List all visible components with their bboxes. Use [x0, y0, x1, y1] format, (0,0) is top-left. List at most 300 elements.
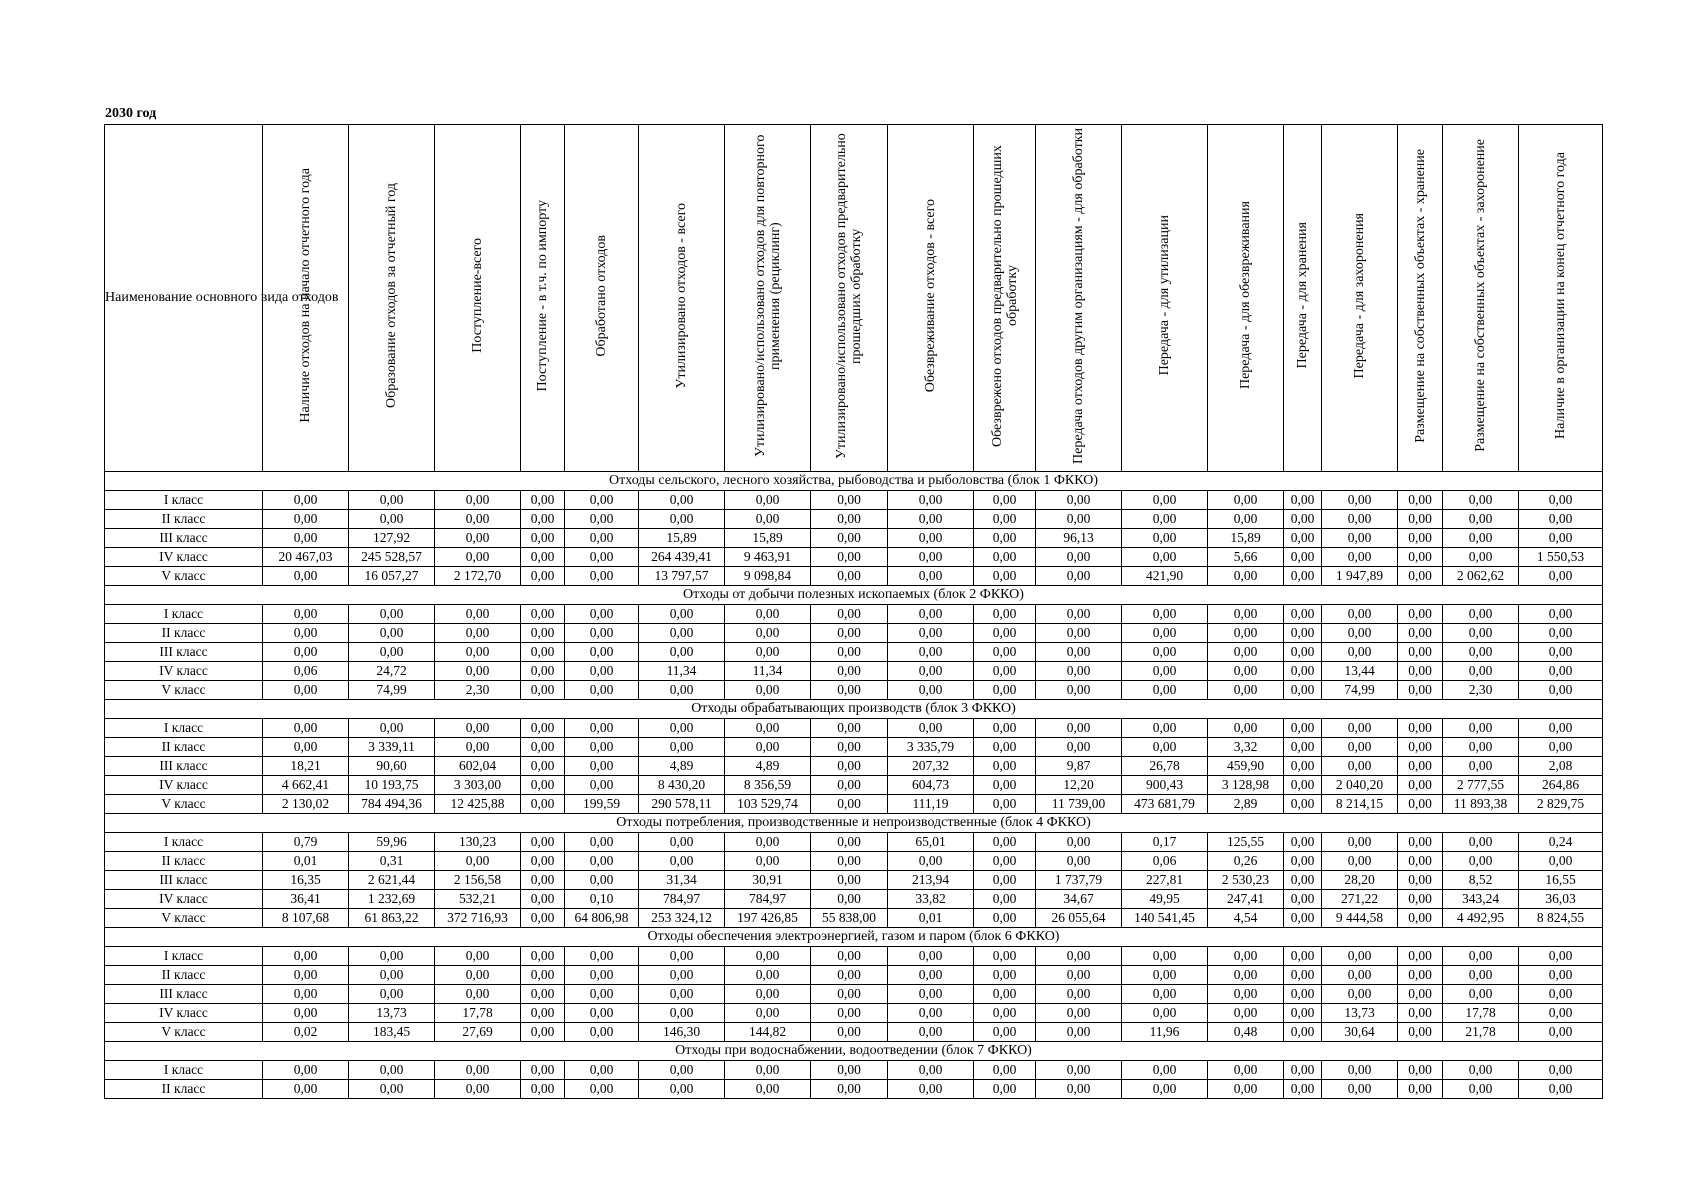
- header-label: Поступление-всего: [470, 238, 485, 353]
- value-cell: 0,00: [1284, 909, 1322, 928]
- value-cell: 0,00: [435, 1080, 521, 1099]
- section-row: [105, 586, 1603, 605]
- value-cell: 0,00: [263, 529, 349, 548]
- value-cell: 0,00: [1284, 795, 1322, 814]
- value-cell: 0,00: [1284, 738, 1322, 757]
- value-cell: 0,00: [521, 909, 565, 928]
- value-cell: 8 356,59: [725, 776, 811, 795]
- value-cell: 0,00: [811, 776, 888, 795]
- value-cell: 0,00: [263, 681, 349, 700]
- value-cell: 55 838,00: [811, 909, 888, 928]
- value-cell: 0,00: [565, 681, 639, 700]
- header-label: Поступление - в т.ч. по импорту: [535, 199, 550, 392]
- value-cell: 0,00: [1036, 852, 1122, 871]
- value-cell: 26 055,64: [1036, 909, 1122, 928]
- value-cell: 0,00: [1398, 624, 1443, 643]
- table-row: [105, 491, 1603, 510]
- value-cell: 0,00: [1443, 1080, 1519, 1099]
- header-label: Утилизировано/использовано отходов предварительно прошедших обработку: [834, 132, 864, 459]
- value-cell: 0,00: [521, 643, 565, 662]
- value-cell: 0,00: [725, 681, 811, 700]
- value-cell: 0,00: [725, 624, 811, 643]
- class-name-cell: III класс: [105, 643, 263, 662]
- class-name-cell: II класс: [105, 966, 263, 985]
- value-cell: 0,00: [888, 985, 974, 1004]
- section-title: Отходы обеспечения электроэнергией, газом и паром (блок 6 ФККО): [105, 928, 1603, 947]
- value-cell: 0,00: [639, 491, 725, 510]
- value-cell: 0,00: [565, 738, 639, 757]
- value-cell: 0,00: [521, 681, 565, 700]
- value-cell: 0,00: [263, 643, 349, 662]
- value-cell: 0,00: [811, 491, 888, 510]
- value-cell: 0,00: [1122, 605, 1208, 624]
- section-row: [105, 472, 1603, 491]
- value-cell: 0,00: [725, 719, 811, 738]
- value-cell: 130,23: [435, 833, 521, 852]
- value-cell: 0,00: [1036, 605, 1122, 624]
- class-name-cell: II класс: [105, 1080, 263, 1099]
- header-column: [1122, 125, 1208, 472]
- value-cell: 0,48: [1208, 1023, 1284, 1042]
- value-cell: 0,00: [639, 985, 725, 1004]
- value-cell: 0,00: [888, 1023, 974, 1042]
- value-cell: 3,32: [1208, 738, 1284, 757]
- value-cell: 0,00: [1398, 491, 1443, 510]
- value-cell: 26,78: [1122, 757, 1208, 776]
- value-cell: 0,00: [263, 719, 349, 738]
- value-cell: 264 439,41: [639, 548, 725, 567]
- value-cell: 0,00: [1208, 1004, 1284, 1023]
- value-cell: 0,00: [974, 567, 1036, 586]
- value-cell: 0,00: [725, 605, 811, 624]
- value-cell: 0,00: [811, 605, 888, 624]
- class-name-cell: IV класс: [105, 776, 263, 795]
- section-row: [105, 814, 1603, 833]
- value-cell: 227,81: [1122, 871, 1208, 890]
- value-cell: 0,00: [1284, 890, 1322, 909]
- value-cell: 0,00: [565, 548, 639, 567]
- value-cell: 0,00: [725, 738, 811, 757]
- value-cell: 0,00: [811, 662, 888, 681]
- value-cell: 0,00: [1284, 871, 1322, 890]
- value-cell: 0,24: [1519, 833, 1603, 852]
- value-cell: 0,00: [639, 966, 725, 985]
- value-cell: 0,00: [1122, 966, 1208, 985]
- value-cell: 0,00: [1036, 985, 1122, 1004]
- value-cell: 0,00: [263, 605, 349, 624]
- value-cell: 0,00: [1398, 757, 1443, 776]
- value-cell: 0,00: [1036, 966, 1122, 985]
- value-cell: 0,00: [725, 1004, 811, 1023]
- value-cell: 0,00: [1284, 776, 1322, 795]
- value-cell: 1 232,69: [349, 890, 435, 909]
- value-cell: 0,00: [1443, 510, 1519, 529]
- value-cell: 0,00: [1519, 966, 1603, 985]
- value-cell: 0,00: [349, 624, 435, 643]
- value-cell: 0,00: [263, 1061, 349, 1080]
- value-cell: 0,00: [1443, 624, 1519, 643]
- section-title: Отходы потребления, производственные и непроизводственные (блок 4 ФККО): [105, 814, 1603, 833]
- table-row: [105, 567, 1603, 586]
- value-cell: 61 863,22: [349, 909, 435, 928]
- value-cell: 0,00: [811, 966, 888, 985]
- value-cell: 0,00: [565, 985, 639, 1004]
- value-cell: 0,00: [1208, 985, 1284, 1004]
- value-cell: 0,00: [725, 947, 811, 966]
- value-cell: 0,00: [974, 1004, 1036, 1023]
- value-cell: 0,00: [1284, 1080, 1322, 1099]
- value-cell: 247,41: [1208, 890, 1284, 909]
- value-cell: 0,00: [888, 643, 974, 662]
- value-cell: 0,10: [565, 890, 639, 909]
- value-cell: 0,00: [1398, 1080, 1443, 1099]
- value-cell: 0,00: [1398, 947, 1443, 966]
- value-cell: 0,00: [888, 529, 974, 548]
- value-cell: 0,00: [521, 491, 565, 510]
- value-cell: 0,00: [263, 1080, 349, 1099]
- table-row: [105, 909, 1603, 928]
- value-cell: 0,00: [1322, 985, 1398, 1004]
- value-cell: 0,00: [811, 567, 888, 586]
- value-cell: 784,97: [639, 890, 725, 909]
- value-cell: 0,00: [1208, 1080, 1284, 1099]
- value-cell: 18,21: [263, 757, 349, 776]
- value-cell: 3 335,79: [888, 738, 974, 757]
- value-cell: 0,00: [565, 567, 639, 586]
- header-column: [1208, 125, 1284, 472]
- value-cell: 213,94: [888, 871, 974, 890]
- value-cell: 8,52: [1443, 871, 1519, 890]
- value-cell: 0,00: [349, 510, 435, 529]
- value-cell: 0,00: [974, 871, 1036, 890]
- value-cell: 0,00: [725, 491, 811, 510]
- value-cell: 0,00: [1208, 624, 1284, 643]
- value-cell: 0,00: [565, 719, 639, 738]
- value-cell: 532,21: [435, 890, 521, 909]
- value-cell: 0,00: [974, 1061, 1036, 1080]
- header-column: [811, 125, 888, 472]
- value-cell: 0,00: [435, 624, 521, 643]
- value-cell: 0,00: [974, 966, 1036, 985]
- value-cell: 0,00: [349, 966, 435, 985]
- value-cell: 31,34: [639, 871, 725, 890]
- value-cell: 0,00: [1122, 985, 1208, 1004]
- value-cell: 0,00: [1322, 852, 1398, 871]
- section-row: [105, 928, 1603, 947]
- table-row: [105, 643, 1603, 662]
- value-cell: 0,00: [888, 1061, 974, 1080]
- value-cell: 8 107,68: [263, 909, 349, 928]
- value-cell: 0,00: [1322, 510, 1398, 529]
- value-cell: 9,87: [1036, 757, 1122, 776]
- class-name-cell: III класс: [105, 757, 263, 776]
- value-cell: 0,00: [639, 681, 725, 700]
- value-cell: 0,00: [1519, 567, 1603, 586]
- value-cell: 0,00: [1398, 795, 1443, 814]
- value-cell: 0,00: [974, 643, 1036, 662]
- value-cell: 0,00: [1322, 1061, 1398, 1080]
- value-cell: 0,26: [1208, 852, 1284, 871]
- value-cell: 421,90: [1122, 567, 1208, 586]
- value-cell: 15,89: [725, 529, 811, 548]
- value-cell: 13,44: [1322, 662, 1398, 681]
- header-label: Обработано отходов: [594, 234, 609, 357]
- value-cell: 0,00: [888, 567, 974, 586]
- value-cell: 111,19: [888, 795, 974, 814]
- value-cell: 2 530,23: [1208, 871, 1284, 890]
- value-cell: 0,02: [263, 1023, 349, 1042]
- value-cell: 0,00: [521, 510, 565, 529]
- value-cell: 0,00: [639, 643, 725, 662]
- value-cell: 17,78: [1443, 1004, 1519, 1023]
- value-cell: 0,00: [1519, 1004, 1603, 1023]
- value-cell: 0,00: [639, 738, 725, 757]
- table-row: [105, 681, 1603, 700]
- value-cell: 9 098,84: [725, 567, 811, 586]
- value-cell: 140 541,45: [1122, 909, 1208, 928]
- value-cell: 0,00: [974, 605, 1036, 624]
- value-cell: 2 829,75: [1519, 795, 1603, 814]
- value-cell: 2 621,44: [349, 871, 435, 890]
- value-cell: 64 806,98: [565, 909, 639, 928]
- value-cell: 0,00: [521, 529, 565, 548]
- value-cell: 103 529,74: [725, 795, 811, 814]
- value-cell: 0,00: [1443, 833, 1519, 852]
- value-cell: 0,00: [1519, 1061, 1603, 1080]
- value-cell: 0,00: [565, 947, 639, 966]
- value-cell: 0,00: [521, 1080, 565, 1099]
- value-cell: 0,00: [263, 491, 349, 510]
- value-cell: 0,00: [1284, 1004, 1322, 1023]
- value-cell: 0,00: [974, 757, 1036, 776]
- class-name-cell: I класс: [105, 605, 263, 624]
- value-cell: 0,00: [521, 719, 565, 738]
- value-cell: 0,00: [1322, 491, 1398, 510]
- value-cell: 0,00: [888, 852, 974, 871]
- table-row: [105, 947, 1603, 966]
- value-cell: 0,00: [565, 491, 639, 510]
- value-cell: 0,00: [888, 1080, 974, 1099]
- value-cell: 0,00: [974, 548, 1036, 567]
- value-cell: 0,00: [1122, 662, 1208, 681]
- value-cell: 0,00: [974, 624, 1036, 643]
- value-cell: 0,00: [811, 1080, 888, 1099]
- value-cell: 253 324,12: [639, 909, 725, 928]
- value-cell: 10 193,75: [349, 776, 435, 795]
- value-cell: 0,00: [811, 890, 888, 909]
- value-cell: 0,00: [1443, 985, 1519, 1004]
- value-cell: 0,00: [811, 871, 888, 890]
- value-cell: 0,00: [1519, 738, 1603, 757]
- table-row: [105, 624, 1603, 643]
- value-cell: 0,00: [1284, 548, 1322, 567]
- value-cell: 0,06: [1122, 852, 1208, 871]
- value-cell: 343,24: [1443, 890, 1519, 909]
- table-row: [105, 1023, 1603, 1042]
- value-cell: 4,89: [639, 757, 725, 776]
- header-column: [435, 125, 521, 472]
- value-cell: 0,00: [435, 719, 521, 738]
- value-cell: 4,54: [1208, 909, 1284, 928]
- value-cell: 21,78: [1443, 1023, 1519, 1042]
- waste-table: [104, 124, 1603, 1099]
- value-cell: 0,00: [521, 795, 565, 814]
- value-cell: 0,00: [725, 833, 811, 852]
- header-label: Утилизировано/использовано отходов для повторного применения (рециклинг): [752, 134, 783, 457]
- value-cell: 0,00: [435, 985, 521, 1004]
- value-cell: 2 156,58: [435, 871, 521, 890]
- value-cell: 0,00: [1036, 1004, 1122, 1023]
- value-cell: 0,00: [1398, 681, 1443, 700]
- value-cell: 0,00: [1519, 719, 1603, 738]
- value-cell: 0,00: [1208, 1061, 1284, 1080]
- value-cell: 0,00: [1208, 947, 1284, 966]
- value-cell: 0,00: [1208, 510, 1284, 529]
- value-cell: 0,00: [888, 1004, 974, 1023]
- value-cell: 2,30: [1443, 681, 1519, 700]
- value-cell: 12 425,88: [435, 795, 521, 814]
- value-cell: 30,64: [1322, 1023, 1398, 1042]
- value-cell: 0,00: [435, 529, 521, 548]
- header-label: Передача - для хранения: [1295, 222, 1310, 369]
- value-cell: 0,00: [1519, 605, 1603, 624]
- value-cell: 0,00: [888, 966, 974, 985]
- value-cell: 0,00: [435, 662, 521, 681]
- value-cell: 0,00: [725, 1080, 811, 1099]
- header-column: [349, 125, 435, 472]
- class-name-cell: III класс: [105, 529, 263, 548]
- value-cell: 0,00: [1208, 605, 1284, 624]
- header-column: [888, 125, 974, 472]
- value-cell: 125,55: [1208, 833, 1284, 852]
- value-cell: 0,00: [349, 491, 435, 510]
- value-cell: 0,00: [1284, 757, 1322, 776]
- value-cell: 0,00: [565, 1061, 639, 1080]
- class-name-cell: V класс: [105, 795, 263, 814]
- header-label: Размещение на собственных объектах - захоронение: [1473, 139, 1488, 452]
- header-column: [1284, 125, 1322, 472]
- value-cell: 13,73: [1322, 1004, 1398, 1023]
- value-cell: 9 463,91: [725, 548, 811, 567]
- value-cell: 0,00: [1398, 548, 1443, 567]
- value-cell: 0,00: [639, 605, 725, 624]
- value-cell: 0,00: [811, 852, 888, 871]
- value-cell: 0,00: [1398, 1023, 1443, 1042]
- value-cell: 0,00: [1122, 1061, 1208, 1080]
- value-cell: 0,00: [1322, 833, 1398, 852]
- value-cell: 183,45: [349, 1023, 435, 1042]
- value-cell: 0,00: [1519, 852, 1603, 871]
- value-cell: 0,00: [639, 852, 725, 871]
- value-cell: 11,96: [1122, 1023, 1208, 1042]
- class-name-cell: II класс: [105, 738, 263, 757]
- value-cell: 0,00: [974, 681, 1036, 700]
- value-cell: 27,69: [435, 1023, 521, 1042]
- value-cell: 0,01: [263, 852, 349, 871]
- value-cell: 0,00: [1519, 510, 1603, 529]
- table-row: [105, 776, 1603, 795]
- header-label: Передача - для обезвреживания: [1238, 201, 1253, 390]
- value-cell: 0,00: [1208, 643, 1284, 662]
- value-cell: 0,17: [1122, 833, 1208, 852]
- value-cell: 0,00: [1122, 529, 1208, 548]
- class-name-cell: IV класс: [105, 548, 263, 567]
- value-cell: 0,00: [565, 776, 639, 795]
- value-cell: 0,00: [1284, 852, 1322, 871]
- header-label: Передача - для утилизации: [1157, 215, 1172, 376]
- header-name-column: Наименование основного вида отходов: [105, 125, 263, 472]
- value-cell: 0,00: [811, 1061, 888, 1080]
- value-cell: 0,00: [1519, 643, 1603, 662]
- value-cell: 0,00: [521, 985, 565, 1004]
- value-cell: 0,00: [1036, 624, 1122, 643]
- value-cell: 0,00: [1036, 738, 1122, 757]
- value-cell: 0,00: [1122, 1080, 1208, 1099]
- value-cell: 2,30: [435, 681, 521, 700]
- value-cell: 0,00: [1519, 1023, 1603, 1042]
- header-row: [105, 125, 1603, 472]
- value-cell: 0,00: [521, 776, 565, 795]
- value-cell: 4,89: [725, 757, 811, 776]
- value-cell: 0,00: [639, 1080, 725, 1099]
- value-cell: 0,00: [521, 1004, 565, 1023]
- value-cell: 0,00: [1322, 719, 1398, 738]
- value-cell: 4 662,41: [263, 776, 349, 795]
- class-name-cell: IV класс: [105, 1004, 263, 1023]
- value-cell: 0,00: [1036, 681, 1122, 700]
- value-cell: 0,00: [888, 548, 974, 567]
- table-row: [105, 966, 1603, 985]
- value-cell: 0,00: [811, 529, 888, 548]
- value-cell: 0,00: [1519, 624, 1603, 643]
- value-cell: 0,00: [1036, 548, 1122, 567]
- value-cell: 0,00: [639, 1061, 725, 1080]
- value-cell: 0,00: [811, 548, 888, 567]
- value-cell: 0,00: [1208, 966, 1284, 985]
- value-cell: 0,00: [811, 738, 888, 757]
- value-cell: 13,73: [349, 1004, 435, 1023]
- value-cell: 0,00: [521, 738, 565, 757]
- value-cell: 0,00: [974, 529, 1036, 548]
- value-cell: 0,00: [725, 985, 811, 1004]
- value-cell: 16,35: [263, 871, 349, 890]
- section-title: Отходы сельского, лесного хозяйства, рыбоводства и рыболовства (блок 1 ФККО): [105, 472, 1603, 491]
- value-cell: 0,00: [565, 871, 639, 890]
- header-column: [639, 125, 725, 472]
- class-name-cell: IV класс: [105, 662, 263, 681]
- value-cell: 11,34: [725, 662, 811, 681]
- class-name-cell: II класс: [105, 510, 263, 529]
- value-cell: 8 430,20: [639, 776, 725, 795]
- value-cell: 0,00: [1398, 1004, 1443, 1023]
- value-cell: 0,00: [725, 510, 811, 529]
- value-cell: 11 739,00: [1036, 795, 1122, 814]
- value-cell: 0,00: [1036, 1023, 1122, 1042]
- value-cell: 0,00: [521, 662, 565, 681]
- value-cell: 0,00: [1322, 529, 1398, 548]
- value-cell: 0,00: [263, 510, 349, 529]
- value-cell: 0,00: [565, 1004, 639, 1023]
- value-cell: 0,00: [435, 852, 521, 871]
- value-cell: 0,00: [521, 1061, 565, 1080]
- header-column: [1443, 125, 1519, 472]
- class-name-cell: II класс: [105, 852, 263, 871]
- class-name-cell: V класс: [105, 909, 263, 928]
- value-cell: 144,82: [725, 1023, 811, 1042]
- value-cell: 0,06: [263, 662, 349, 681]
- value-cell: 0,00: [1398, 605, 1443, 624]
- class-name-cell: II класс: [105, 624, 263, 643]
